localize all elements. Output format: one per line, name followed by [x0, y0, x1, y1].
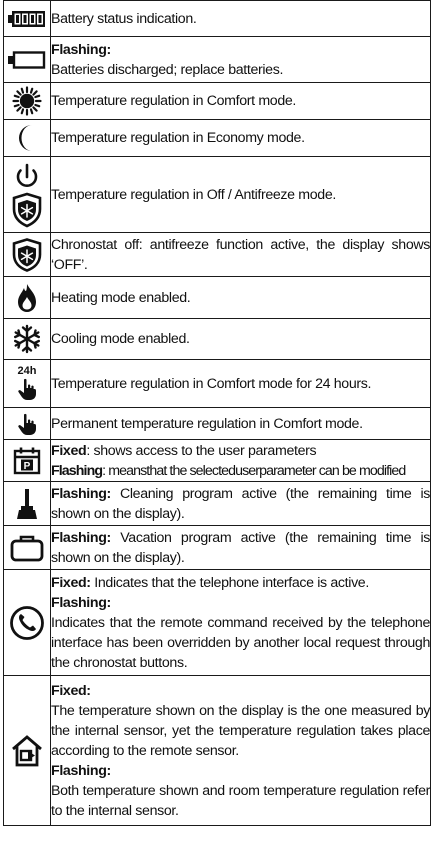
telephone-icon: [4, 570, 51, 676]
icon-legend-sheet: [3, 0, 431, 826]
legend-row: [4, 360, 431, 408]
moon-icon: [4, 120, 51, 157]
power-antifreeze-icon: [4, 157, 51, 233]
legend-description: Temperature regulation in Off / Antifreeze mode.: [51, 157, 431, 233]
hand-icon: [4, 408, 51, 440]
legend-row: [4, 83, 431, 120]
legend-description: Fixed: The temperature shown on the display is the one measured by the internal sensor, yet the temperature regulation takes place according to the remote sensor. Flashing: Both temperature shown and room temperature regulation refer to the internal sensor.: [51, 676, 431, 826]
legend-description: Fixed: Indicates that the telephone interface is active. Flashing: Indicates that the remote command received by the telephone interface has been overridden by another local request through the chronostat buttons.: [51, 570, 431, 676]
24h-label: 24h: [17, 365, 37, 377]
battery-empty-icon: [4, 37, 51, 83]
legend-description: Battery status indication.: [51, 1, 431, 37]
legend-row: [4, 120, 431, 157]
legend-description: Flashing: Cleaning program active (the remaining time is shown on the display).: [51, 482, 431, 526]
legend-description: Chronostat off: antifreeze function active, the display shows ‘OFF’.: [51, 233, 431, 277]
legend-description: Permanent temperature regulation in Comfort mode.: [51, 408, 431, 440]
icon-legend-table: [3, 0, 431, 826]
legend-description: Flashing: Batteries discharged; replace batteries.: [51, 37, 431, 83]
legend-description: Temperature regulation in Comfort mode for 24 hours.: [51, 360, 431, 408]
legend-description: Cooling mode enabled.: [51, 319, 431, 360]
calendar-p-label: P: [23, 460, 31, 472]
calendar-p-icon: [4, 440, 51, 482]
legend-row: [4, 157, 431, 233]
legend-description: Fixed: shows access to the user parameters Flashing: meansthat the selecteduserparameter can be modified: [51, 440, 431, 482]
legend-description: Heating mode enabled.: [51, 277, 431, 319]
legend-row: [4, 526, 431, 570]
legend-row: [4, 233, 431, 277]
legend-description: Temperature regulation in Comfort mode.: [51, 83, 431, 120]
legend-row: [4, 1, 431, 37]
legend-row: [4, 37, 431, 83]
house-sensor-icon: [4, 676, 51, 826]
legend-row: [4, 408, 431, 440]
flame-icon: [4, 277, 51, 319]
brush-icon: [4, 482, 51, 526]
legend-row: [4, 277, 431, 319]
legend-row: [4, 482, 431, 526]
legend-description: Temperature regulation in Economy mode.: [51, 120, 431, 157]
legend-description: Flashing: Vacation program active (the remaining time is shown on the display).: [51, 526, 431, 570]
battery-full-icon: [4, 1, 51, 37]
snowflake-icon: [4, 319, 51, 360]
antifreeze-shield-icon: [4, 233, 51, 277]
suitcase-icon: [4, 526, 51, 570]
legend-row: [4, 676, 431, 826]
legend-row: [4, 319, 431, 360]
hand-24h-icon: [4, 360, 51, 408]
legend-row: [4, 440, 431, 482]
legend-row: [4, 570, 431, 676]
sun-icon: [4, 83, 51, 120]
